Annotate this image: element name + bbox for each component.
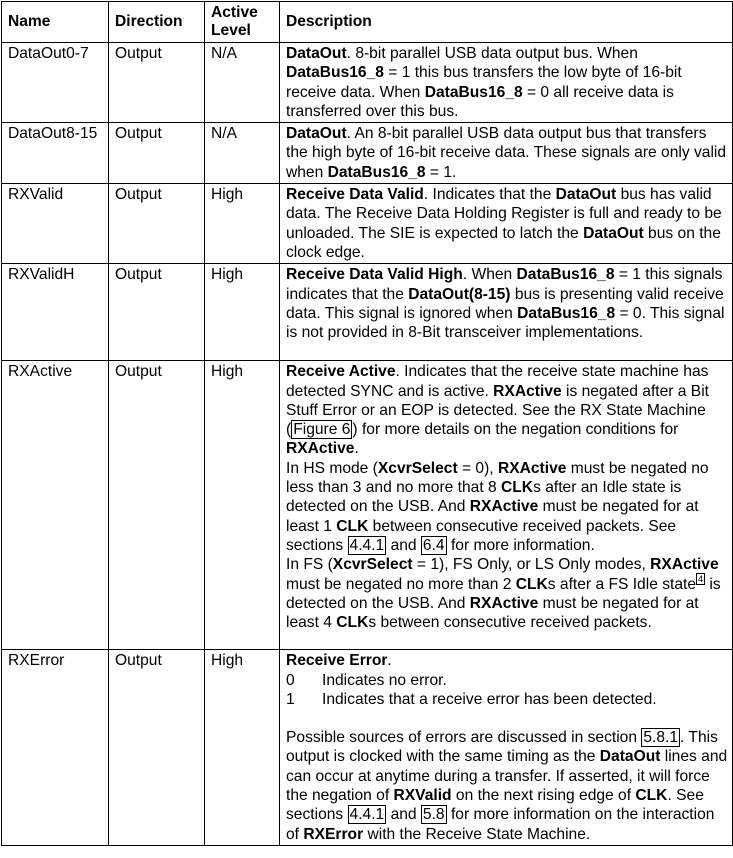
desc-text: bus is presenting valid receive data. This signal is ignored when <box>286 285 724 322</box>
signal-description <box>280 650 733 846</box>
desc-paragraph <box>286 555 728 632</box>
section-5-8-1-link[interactable]: 5.8.1 <box>643 729 679 747</box>
desc-text: . When <box>462 266 517 284</box>
desc-term: RXActive <box>469 594 539 612</box>
desc-term: DataBus16_8 <box>286 64 384 82</box>
desc-term: DataOut <box>286 45 347 62</box>
desc-term: XcvrSelect <box>377 459 458 477</box>
desc-term: RXActive <box>650 556 719 574</box>
desc-text: In FS ( <box>286 556 333 574</box>
desc-text: . 8-bit parallel USB data output bus. When <box>346 45 638 62</box>
desc-text: = 1 this bus transfers the low byte of 16-bit receive data. When <box>286 64 682 101</box>
signal-name: RXValidH <box>2 264 109 361</box>
desc-paragraph <box>286 728 728 844</box>
desc-text: with the Receive State Machine. <box>363 825 591 843</box>
desc-term: RXActive <box>469 498 539 516</box>
section-4-4-1-link[interactable]: 4.4.1 <box>349 536 385 554</box>
desc-term: Receive Error <box>286 652 388 670</box>
error-code-text: Indicates no error. <box>322 671 447 689</box>
signal-table <box>1 1 733 846</box>
desc-text: and <box>386 806 421 824</box>
desc-term: Receive Data Valid <box>286 186 424 204</box>
desc-term: CLK <box>635 787 668 805</box>
desc-text: for more information. <box>446 536 595 554</box>
section-5-8-link[interactable]: 5.8 <box>422 806 445 824</box>
desc-text: s between consecutive received packets. <box>368 614 652 632</box>
table-row <box>2 184 733 264</box>
signal-description <box>280 264 733 361</box>
desc-term: CLK <box>336 614 369 632</box>
desc-term: DataOut <box>555 186 617 204</box>
desc-text: must be negated for at least 1 <box>286 498 699 535</box>
desc-term: DataBus16_8 <box>424 83 523 101</box>
desc-paragraph <box>286 362 728 458</box>
header-row <box>2 2 733 43</box>
desc-term: DataOut <box>599 748 661 766</box>
section-6-4-link[interactable]: 6.4 <box>422 536 445 554</box>
desc-text: bus on the clock edge. <box>286 224 721 261</box>
desc-text: is negated after a Bit Stuff Error or an EOP is detected. See the RX State Machine ( <box>286 382 710 439</box>
section-4-4-1-link[interactable]: 4.4.1 <box>349 806 385 824</box>
signal-level: High <box>205 184 280 264</box>
desc-text: . Indicates that the <box>423 186 556 204</box>
table-row <box>2 361 733 650</box>
desc-term: RXActive <box>493 382 562 400</box>
desc-text: s after a FS Idle state <box>547 575 697 593</box>
signal-direction: Output <box>109 184 205 264</box>
signal-name: DataOut8-15 <box>2 123 109 184</box>
figure-6-link[interactable]: Figure 6 <box>293 421 351 439</box>
signal-name: DataOut0-7 <box>2 43 109 123</box>
signal-level: High <box>205 264 280 361</box>
desc-paragraph <box>286 651 728 670</box>
desc-text: s after an Idle state is detected on the USB. And <box>286 479 682 516</box>
desc-text: Possible sources of errors are discussed in section <box>286 729 642 747</box>
desc-term: RXActive <box>286 440 355 458</box>
signal-direction: Output <box>109 361 205 650</box>
table-row <box>2 650 733 846</box>
desc-text: . <box>387 652 392 670</box>
signal-level: High <box>205 650 280 846</box>
signal-description <box>280 184 733 264</box>
error-code-row <box>286 690 728 709</box>
desc-text: for more information on the interaction of <box>286 806 715 843</box>
desc-term: DataBus16_8 <box>327 163 426 181</box>
desc-term: Receive Active <box>286 363 396 381</box>
signal-direction: Output <box>109 123 205 184</box>
signal-level: N/A <box>205 43 280 123</box>
desc-text: lines and can occur at anytime during a transfer. If asserted, it will force the negation of <box>286 748 728 805</box>
header-active-level: Active Level <box>205 2 280 43</box>
desc-text: = 0), <box>457 459 498 477</box>
desc-text: = 0 all receive data is transferred over this bus. <box>286 83 674 120</box>
signal-description <box>280 361 733 650</box>
desc-text: must be negated no more than 2 <box>286 575 516 593</box>
desc-term: RXError <box>303 825 364 843</box>
desc-text: on the next rising edge of <box>451 787 636 805</box>
signal-name: RXActive <box>2 361 109 650</box>
desc-term: CLK <box>515 575 548 593</box>
desc-text: In HS mode ( <box>286 459 378 477</box>
desc-text: and <box>386 536 421 554</box>
desc-term: DataBus16_8 <box>517 304 616 322</box>
desc-text: = 1 this signals indicates that the <box>286 266 723 303</box>
desc-text: . <box>354 440 359 458</box>
signal-level: High <box>205 361 280 650</box>
desc-text: . An 8-bit parallel USB data output bus that transfers the high byte of 16-bit receive data. These signals are only valid when <box>286 125 727 181</box>
footnote-4-link[interactable]: 4 <box>698 574 704 585</box>
error-code-value: 1 <box>286 690 295 708</box>
signal-name: RXError <box>2 650 109 846</box>
desc-text: . This output is clocked with the same timing as the <box>286 729 718 766</box>
signal-direction: Output <box>109 43 205 123</box>
desc-text: is detected on the USB. And <box>286 575 721 612</box>
desc-term: RXValid <box>393 787 452 805</box>
desc-text: ) for more details on the negation conditions for <box>352 421 679 439</box>
desc-term: CLK <box>336 517 369 535</box>
desc-text: . See sections <box>286 787 704 824</box>
paragraph-gap <box>286 709 728 728</box>
signal-name: RXValid <box>2 184 109 264</box>
desc-term: XcvrSelect <box>332 556 413 574</box>
desc-text: must be negated for at least 4 <box>286 594 699 632</box>
header-direction: Direction <box>109 2 205 43</box>
desc-term: CLK <box>501 479 534 497</box>
desc-text: bus has valid data. The Receive Data Holding Register is full and ready to be unloaded. The SIE is expected to latch the <box>286 186 722 242</box>
desc-term: RXActive <box>497 459 567 477</box>
header-name: Name <box>2 2 109 43</box>
desc-term: Receive Data Valid High <box>286 266 463 284</box>
desc-term: DataOut(8-15) <box>408 285 511 303</box>
table-row <box>2 43 733 123</box>
desc-text: = 0. This signal is not provided in 8-Bit transceiver implementations. <box>286 304 725 342</box>
signal-level: N/A <box>205 123 280 184</box>
desc-text: must be negated no less than 3 and no more that 8 <box>286 459 709 497</box>
error-code-value: 0 <box>286 671 295 689</box>
desc-text: = 1), FS Only, or LS Only modes, <box>412 556 651 574</box>
signal-direction: Output <box>109 650 205 846</box>
desc-term: DataBus16_8 <box>516 266 615 284</box>
desc-paragraph <box>286 459 728 555</box>
desc-text: = 1. <box>425 163 457 181</box>
desc-text: between consecutive received packets. See sections <box>286 517 677 554</box>
signal-direction: Output <box>109 264 205 361</box>
table-row <box>2 123 733 184</box>
error-code-text: Indicates that a receive error has been detected. <box>322 690 657 708</box>
desc-text: . Indicates that the receive state machine has detected SYNC and is active. <box>286 363 709 400</box>
signal-description <box>280 43 733 123</box>
desc-term: DataOut <box>583 224 644 242</box>
header-description: Description <box>280 2 733 43</box>
error-code-row <box>286 671 728 690</box>
signal-description <box>280 123 733 184</box>
table-row <box>2 264 733 361</box>
desc-term: DataOut <box>286 125 347 143</box>
